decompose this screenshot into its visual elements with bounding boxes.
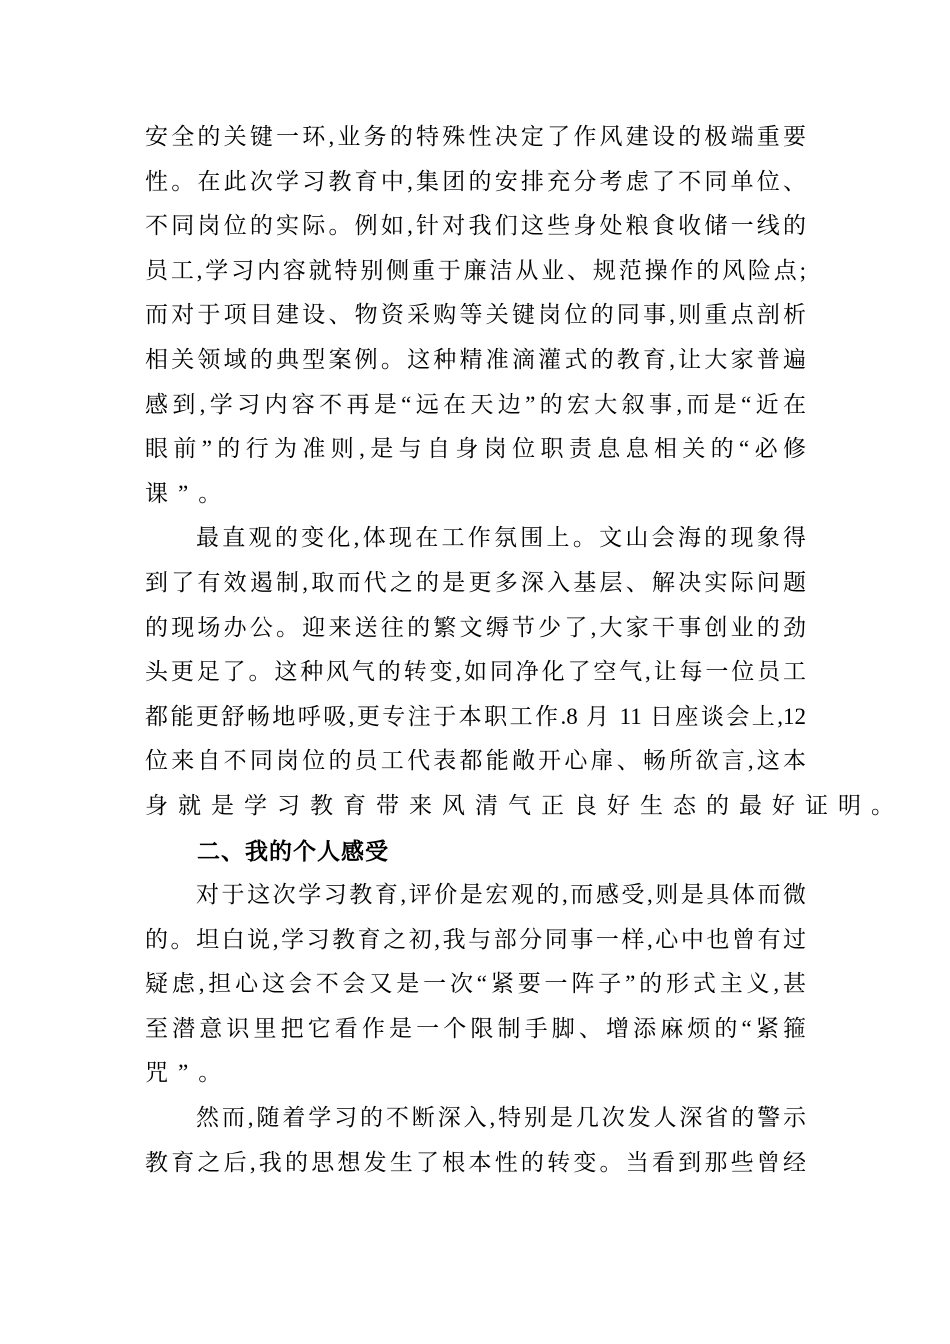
text-line: 对于这次学习教育,评价是宏观的,而感受,则是具体而微: [196, 882, 806, 908]
paragraph-2: [145, 516, 904, 828]
text-line: 教育之后,我的思想发生了根本性的转变。当看到那些曾经: [145, 1149, 806, 1175]
text-line: 员工,学习内容就特别侧重于廉洁从业、规范操作的风险点;: [145, 257, 806, 283]
text-line: 位来自不同岗位的员工代表都能敞开心扉、畅所欲言,这本: [145, 748, 806, 774]
text-line: 都能更舒畅地呼吸,更专注于本职工作.8 月 11 日座谈会上,12: [145, 703, 806, 729]
text-line: 不同岗位的实际。例如,针对我们这些身处粮食收储一线的: [145, 213, 806, 239]
document-page: [145, 115, 904, 1185]
text-line: 而对于项目建设、物资采购等关键岗位的同事,则重点剖析: [145, 302, 806, 328]
text-line: 安全的关键一环,业务的特殊性决定了作风建设的极端重要: [145, 124, 806, 149]
text-line: 然而,随着学习的不断深入,特别是几次发人深省的警示: [196, 1105, 806, 1131]
section-heading: 二、我的个人感受: [197, 838, 389, 865]
text-line: 头更足了。这种风气的转变,如同净化了空气,让每一位员工: [145, 659, 806, 685]
paragraph-4: [145, 1096, 806, 1185]
text-line: 身就是学习教育带来风清气正良好生态的最好证明。: [145, 792, 904, 818]
text-line: 最直观的变化,体现在工作氛围上。文山会海的现象得: [196, 525, 806, 551]
text-line: 课”。: [145, 480, 232, 506]
text-line: 疑虑,担心这会不会又是一次“紧要一阵子”的形式主义,甚: [145, 971, 806, 997]
text-line: 到了有效遏制,取而代之的是更多深入基层、解决实际问题: [145, 569, 806, 595]
text-line: 性。在此次学习教育中,集团的安排充分考虑了不同单位、: [145, 168, 806, 194]
text-line: 至潜意识里把它看作是一个限制手脚、增添麻烦的“紧箍: [145, 1015, 806, 1041]
text-line: 咒”。: [145, 1060, 232, 1086]
paragraph-3: [145, 873, 806, 1096]
text-line: 的。坦白说,学习教育之初,我与部分同事一样,心中也曾有过: [145, 926, 806, 952]
text-line: 眼前”的行为准则,是与自身岗位职责息息相关的“必修: [145, 436, 806, 462]
text-line: 的现场办公。迎来送往的繁文缛节少了,大家干事创业的劲: [145, 614, 806, 640]
paragraph-1: [145, 115, 806, 516]
text-line: 相关领域的典型案例。这种精准滴灌式的教育,让大家普遍: [145, 346, 806, 372]
text-line: 感到,学习内容不再是“远在天边”的宏大叙事,而是“近在: [145, 391, 806, 417]
